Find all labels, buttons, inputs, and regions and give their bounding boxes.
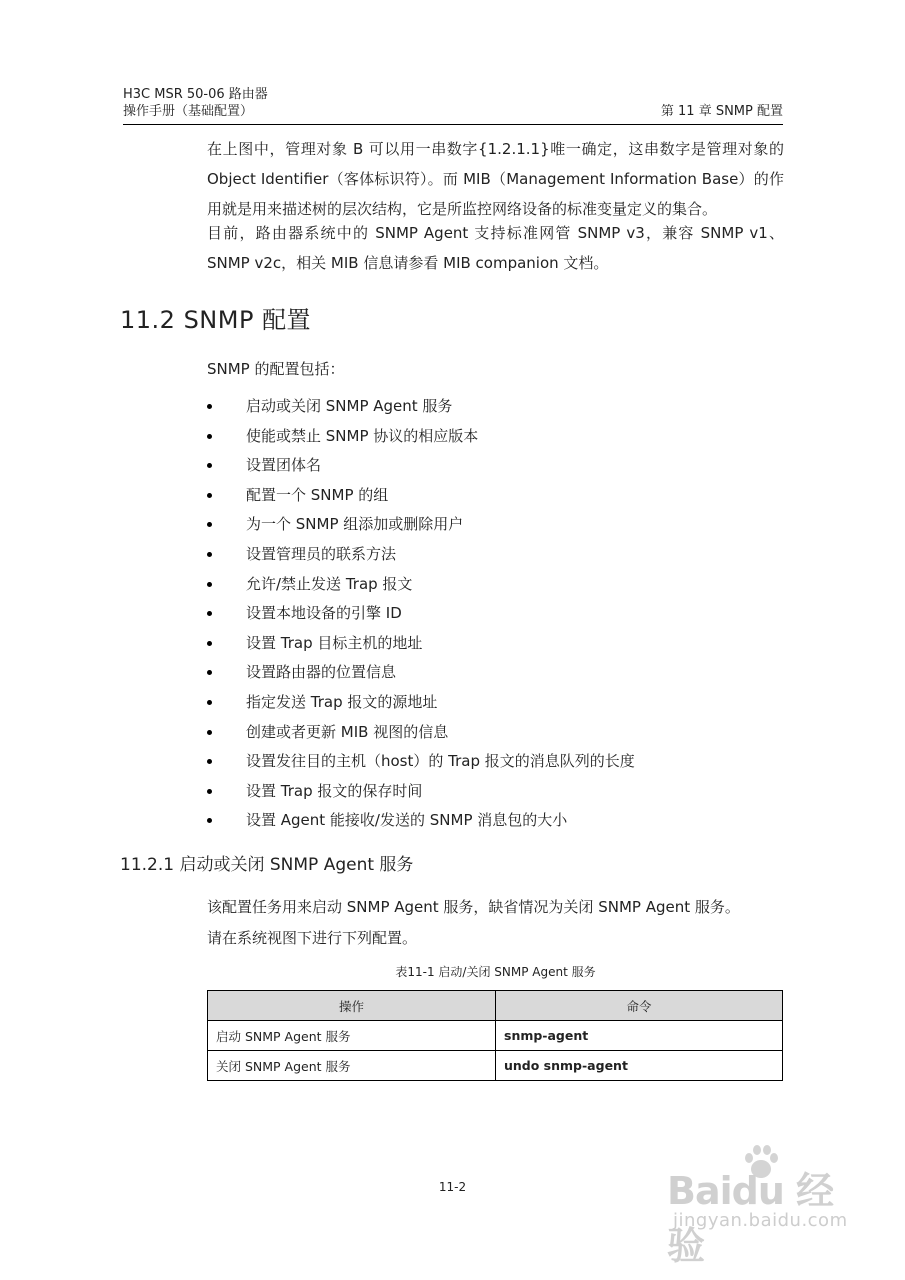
watermark-url: jingyan.baidu.com (673, 1210, 848, 1231)
bullet-icon (207, 582, 212, 587)
intro-paragraph-2: 目前，路由器系统中的 SNMP Agent 支持标准网管 SNMP v3，兼容 SNMP v1、SNMP v2c，相关 MIB 信息请参看 MIB companion 文档。 (207, 224, 784, 272)
intro-paragraph-1: 在上图中，管理对象 B 可以用一串数字{1.2.1.1}唯一确定，这串数字是管理对象的 Object Identifier（客体标识符）。而 MIB（Management Information Base）的作用就是用来描述树的层次结构，它是所监控网络设备的标准变量定义的集合。 (207, 140, 784, 218)
bullet-icon (207, 522, 212, 527)
bullet-icon (207, 611, 212, 616)
command-table (207, 990, 783, 1081)
page-number: 11-2 (438, 1180, 467, 1194)
operation-cell: 启动 SNMP Agent 服务 (208, 1021, 496, 1051)
subsection-paragraph-2: 请在系统视图下进行下列配置。 (207, 929, 418, 947)
command-cell: undo snmp-agent (496, 1051, 783, 1081)
bullet-icon (207, 818, 212, 823)
chapter-title: 第 11 章 SNMP 配置 (660, 104, 783, 119)
bullet-icon (207, 641, 212, 646)
column-header-operation: 操作 (208, 991, 496, 1021)
manual-title: 操作手册（基础配置） (123, 104, 254, 119)
bullet-icon (207, 404, 212, 409)
bullet-icon (207, 759, 212, 764)
bullet-icon (207, 552, 212, 557)
table-header-row (208, 991, 783, 1021)
section-intro: SNMP 的配置包括： (207, 360, 345, 378)
table-row (208, 1051, 783, 1081)
subsection-paragraph-1: 该配置任务用来启动 SNMP Agent 服务，缺省情况为关闭 SNMP Agent 服务。 (207, 898, 740, 916)
table-row (208, 1021, 783, 1051)
operation-cell: 关闭 SNMP Agent 服务 (208, 1051, 496, 1081)
section-heading: 11.2 SNMP 配置 (120, 306, 312, 334)
baidu-watermark (667, 1150, 848, 1268)
bullet-icon (207, 700, 212, 705)
column-header-command: 命令 (496, 991, 783, 1021)
bullet-icon (207, 434, 212, 439)
bullet-icon (207, 463, 212, 468)
bullet-icon (207, 493, 212, 498)
command-cell: snmp-agent (496, 1021, 783, 1051)
bullet-icon (207, 789, 212, 794)
product-title: H3C MSR 50-06 路由器 (123, 87, 268, 102)
bullet-icon (207, 670, 212, 675)
page-header (123, 86, 783, 125)
bullet-icon (207, 730, 212, 735)
table-caption: 表11-1 启动/关闭 SNMP Agent 服务 (395, 965, 596, 979)
subsection-heading: 11.2.1 启动或关闭 SNMP Agent 服务 (120, 855, 414, 875)
watermark-logo: Baidu 经验 (667, 1169, 834, 1268)
